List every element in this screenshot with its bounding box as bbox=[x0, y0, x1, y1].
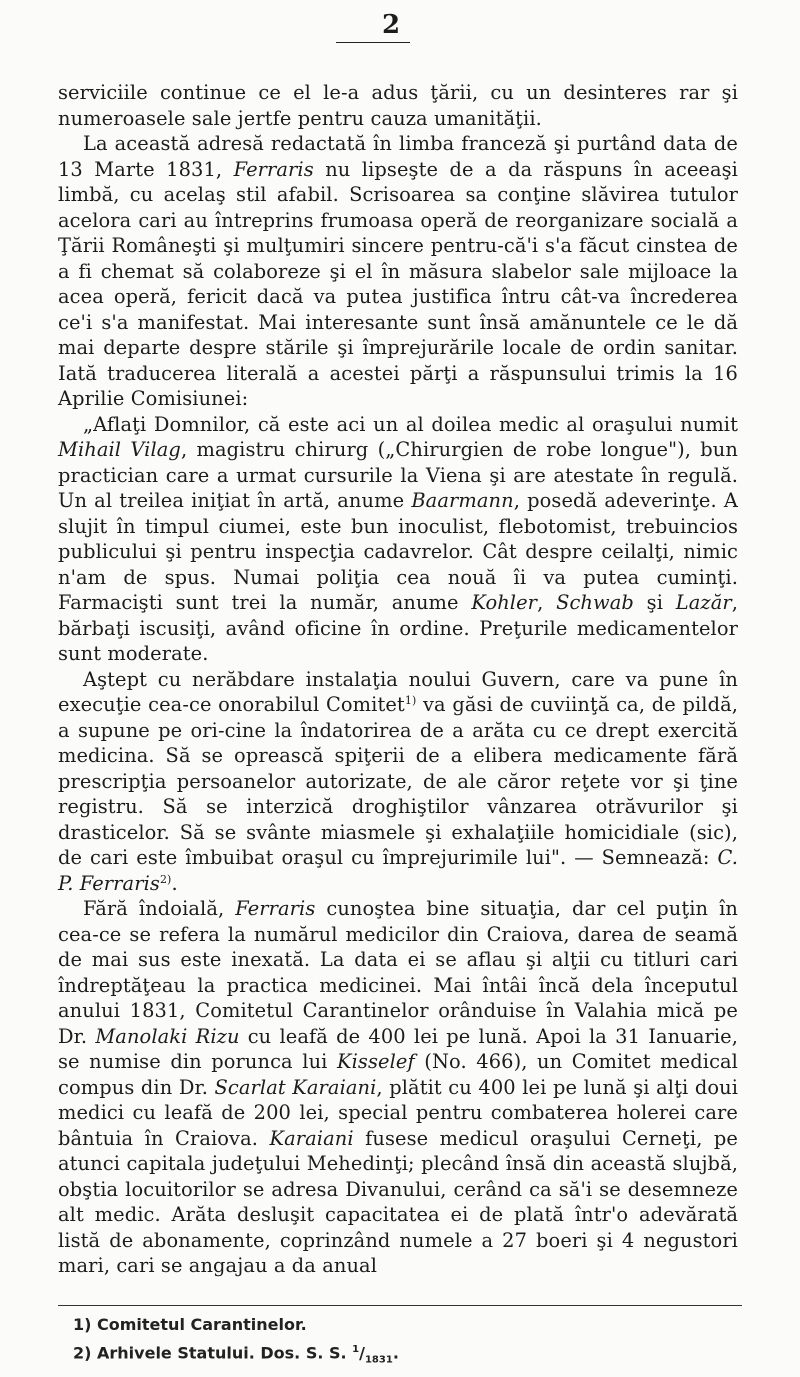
name-karaiani: Karaiani bbox=[269, 1126, 354, 1150]
text-run: Fără îndoială, bbox=[83, 897, 236, 920]
name-rizu: Manolaki Rizu bbox=[95, 1024, 240, 1048]
footnote-rule bbox=[58, 1305, 742, 1306]
footnote-1: 1) Comitetul Carantinelor. bbox=[73, 1315, 307, 1334]
text-run: (No. 466), un Comitet medical compus din Dr. bbox=[58, 1050, 738, 1099]
body-text bbox=[58, 80, 738, 1279]
text-run: . bbox=[171, 871, 178, 895]
page-number: 2 bbox=[382, 10, 401, 40]
fraction-slash: / bbox=[359, 1343, 365, 1363]
text-run: va găsi de cuviinţă ca, de pildă, a supune pe ori-cine la îndatorirea de a arăta cu ce drept exercită medicina. Să se oprească spiţerii de a elibera medicamente fără prescripţia persoanelor autorizate, de ale căror reţete vor şi ţine registru. Să se interzică droghiştilor vânzarea otrăvurilor şi drasticelor. Să se svânte miasmele şi exhalaţiile homicidiale (sic), de cari este îmbuibat oraşul cu împrejurimile lui". — Semnează: bbox=[58, 693, 739, 869]
fraction-numerator: 1 bbox=[352, 1344, 360, 1355]
footnotes bbox=[62, 1312, 702, 1373]
paragraph-4 bbox=[58, 667, 738, 897]
text-run: „Aflaţi Domnilor, că este aci un al doilea medic al oraşului numit bbox=[83, 412, 738, 436]
text-run: fusese medicul oraşului Cerneţi, pe atunci capitala judeţului Mehedinţi; plecând însă din această slujbă, obştia locuitorilor se adresa Divanului, cerând ca să'i se desemneze alt medic. Arăta desluşit capacitatea ei de plată într'o adevărată listă de abonamente, coprinzând numele a 27 boeri şi 4 negustori mari, cari se angajau a da anual bbox=[58, 1126, 739, 1277]
name-karaiani: Scarlat Karaiani bbox=[214, 1075, 377, 1099]
paragraph-5 bbox=[58, 896, 738, 1279]
name-lazar: Lazăr bbox=[675, 591, 732, 614]
text-run: , posedă adeverinţe. A slujit în timpul ciumei, este bun inoculist, flebotomist, trebuincios publicului şi pentru inspecţia cadavrelor. Cât despre ceilalţi, nimic n'am de spus. Numai poliţia cea nouă îi va putea cuminţi. Farmacişti sunt trei la număr, anume bbox=[58, 489, 738, 614]
text-run: nu lipseşte de a da răspuns în aceeaşi limbă, cu acelaş stil afabil. Scrisoarea sa conţine slăvirea tutulor acelora cari au întreprins frumoasa operă de reorganizare socială a Ţării Româneşti şi mulţumiri sincere pentru-că'i s'a făcut cinstea de a fi chemat să colaboreze şi el în măsura slabelor sale mijloace la acea operă, fericit dacă va putea justifica întru cât-va încrederea ce'i s'a manifestat. Mai interesante sunt însă amănuntele ce le dă mai departe despre stările şi împrejurările locale de ordin sanitar. Iată traducerea literală a acestei părţi a răspunsului trimis la 16 Aprilie Comisiunei: bbox=[58, 157, 738, 410]
text-run: , bbox=[537, 591, 557, 614]
paragraph-3 bbox=[58, 412, 738, 667]
text-run: , bărbaţi iscusiţi, având oficine în ordine. Preţurile medicamentelor sunt moderate. bbox=[58, 591, 738, 665]
page-number-rule bbox=[336, 42, 410, 43]
text-run: , magistru chirurg („Chirurgien de robe longue"), bun practician care a urmat cursurile la Viena şi are atestate în regulă. Un al treilea iniţiat în artă, anume bbox=[58, 438, 738, 512]
text-run: La această adresă redactată în limba franceză şi purtând data de 13 Marte 1831, bbox=[58, 132, 738, 181]
signature-name: C. P. Ferraris bbox=[58, 846, 738, 895]
name-kisselef: Kisselef bbox=[337, 1050, 415, 1073]
fraction-denominator: 1831 bbox=[364, 1354, 393, 1366]
footnote-ref-2: 2) bbox=[159, 872, 172, 886]
text-run: 2) Arhivele Statului. Dos. S. S. bbox=[73, 1343, 353, 1363]
text-run: Aştept cu nerăbdare instalaţia noului Guvern, care va pune în execuţie cea-ce onorabilul Comitet bbox=[58, 667, 738, 716]
text-run: . bbox=[392, 1343, 399, 1363]
name-ferraris: Ferraris bbox=[233, 157, 314, 181]
name-ferraris: Ferraris bbox=[235, 897, 316, 920]
text-run: , plătit cu 400 lei pe lună şi alţi doui medici cu leafă de 200 lei, special pentru combaterea holerei care bântuia în Craiova. bbox=[58, 1075, 738, 1150]
name-schwab: Schwab bbox=[556, 591, 634, 614]
footnote-2 bbox=[62, 1337, 702, 1373]
text-run: cu leafă de 400 lei pe lună. Apoi la 31 Ianuarie, se numise din porunca lui bbox=[58, 1024, 738, 1073]
paragraph-1: serviciile continue ce el le-a adus ţării, cu un desinteres rar şi numeroasele sale jertfe pentru cauza umanităţii. bbox=[58, 81, 738, 130]
paragraph-2 bbox=[58, 131, 738, 412]
footnote-ref-1: 1) bbox=[404, 694, 417, 707]
text-run: cunoştea bine situaţia, dar cel puţin în cea-ce se refera la numărul medicilor din Craiova, darea de seamă de mai sus este inexată. La data ei se aflau şi alţii cu titluri cari îndreptăţeau la practica medicinei. Mai întâi încă dela începutul anului 1831, Comitetul Carantinelor orânduise în Valahia mică pe Dr. bbox=[58, 897, 738, 1048]
name-kohler: Kohler bbox=[471, 591, 538, 614]
name-baarmann: Baarmann bbox=[411, 489, 514, 512]
text-run: şi bbox=[633, 591, 676, 614]
name-vilag: Mihail Vilag bbox=[58, 438, 181, 461]
